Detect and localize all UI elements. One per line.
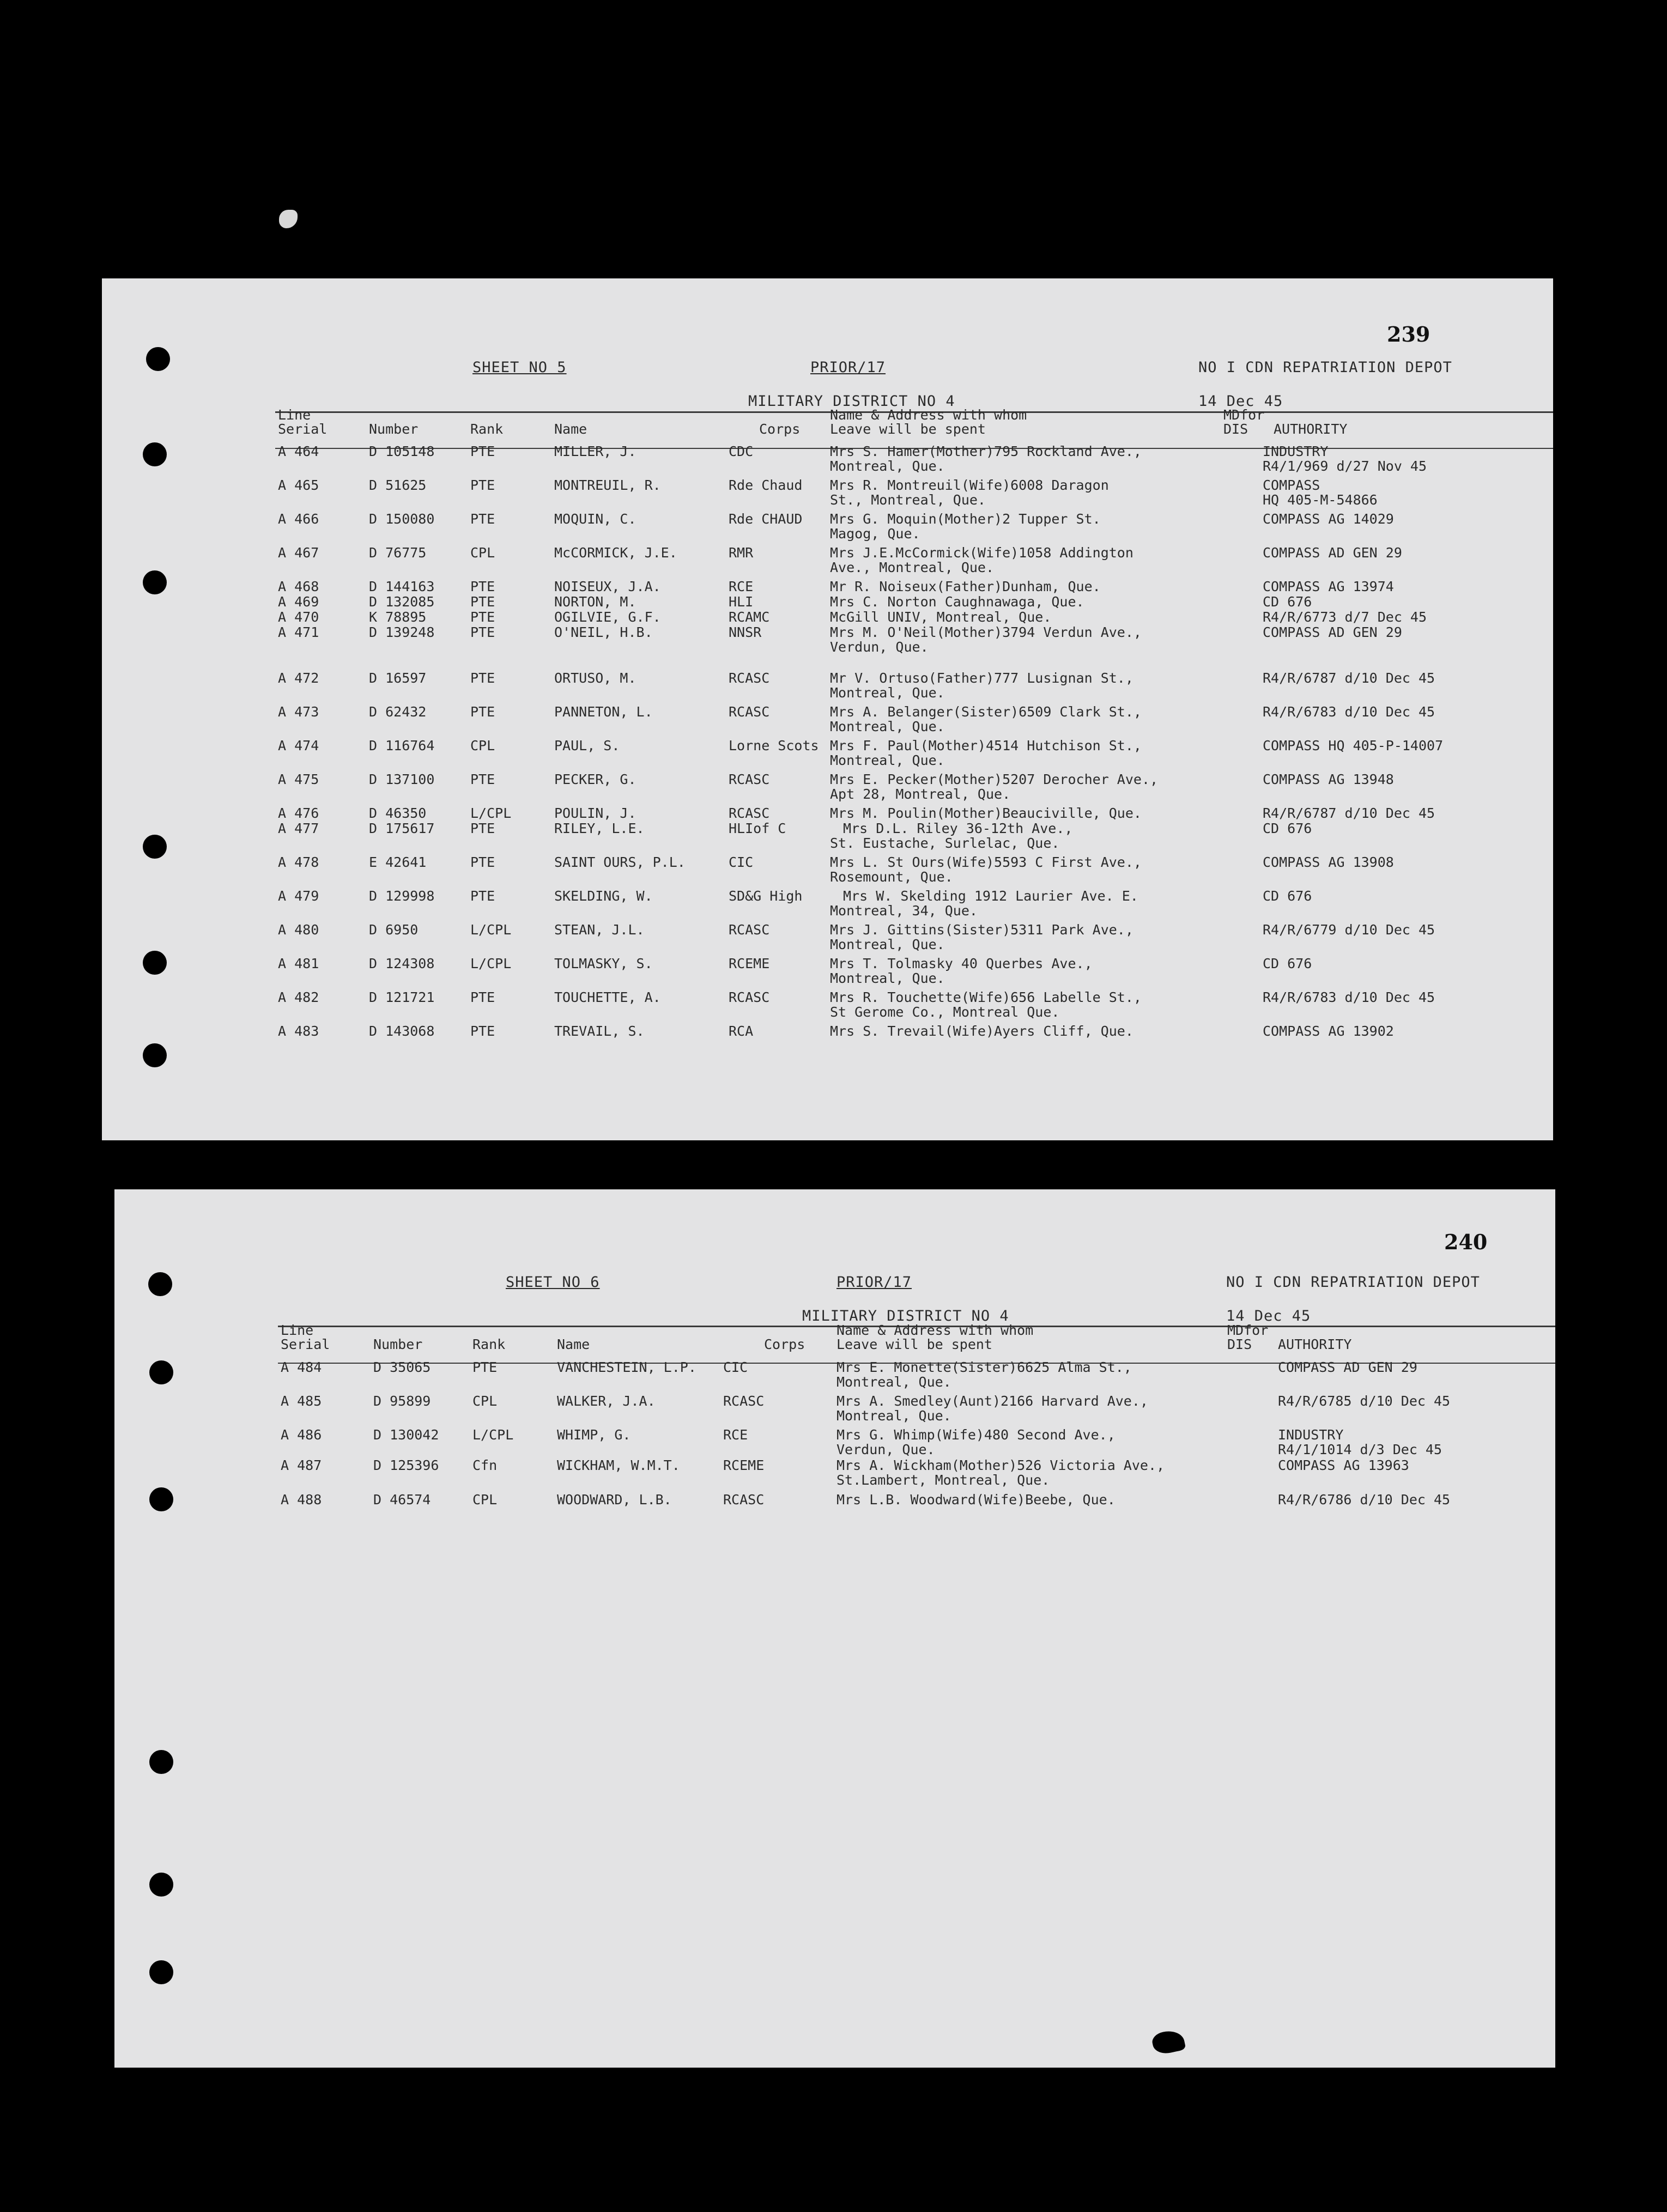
col-corps: Corps — [764, 1336, 805, 1352]
row-authority: COMPASS AG 13963 — [1278, 1457, 1409, 1473]
row-corps: RCASC — [729, 989, 770, 1005]
binder-hole — [149, 1750, 173, 1774]
row-number: D 150080 — [369, 511, 435, 527]
row-authority: CD 676 — [1263, 888, 1312, 904]
row-address: Mrs S. Hamer(Mother)795 Rockland Ave., — [830, 443, 1142, 459]
row-serial: A 473 — [278, 704, 319, 720]
paper-fragment — [279, 210, 298, 228]
row-number: D 76775 — [369, 545, 427, 561]
row-serial: A 484 — [281, 1359, 322, 1375]
row-rank: CPL — [472, 1492, 498, 1508]
row-address-2: Montreal, Que. — [830, 719, 945, 734]
row-name: O'NEIL, H.B. — [554, 624, 653, 640]
row-authority-2: R4/1/969 d/27 Nov 45 — [1263, 458, 1427, 474]
col-serial: Serial — [278, 421, 328, 437]
row-name: McCORMICK, J.E. — [554, 545, 677, 561]
depot-label: NO I CDN REPATRIATION DEPOT — [1226, 1274, 1480, 1291]
row-number: D 16597 — [369, 670, 427, 686]
row-name: RILEY, L.E. — [554, 821, 645, 836]
row-name: ORTUSO, M. — [554, 670, 637, 686]
district-label: MILITARY DISTRICT NO 4 — [748, 393, 955, 410]
table-row — [102, 1024, 1553, 1056]
binder-hole — [143, 835, 167, 859]
row-authority: COMPASS AD GEN 29 — [1263, 545, 1402, 561]
row-name: STEAN, J.L. — [554, 922, 645, 938]
row-name: MONTREUIL, R. — [554, 477, 661, 493]
row-number: D 125396 — [373, 1457, 439, 1473]
table-row — [114, 1492, 1555, 1525]
row-corps: RCASC — [729, 771, 770, 787]
row-corps: RCASC — [729, 670, 770, 686]
table-row — [102, 545, 1553, 578]
row-serial: A 468 — [278, 579, 319, 594]
row-serial: A 486 — [281, 1427, 322, 1443]
row-corps: Rde Chaud — [729, 477, 803, 493]
row-authority: COMPASS AG 13902 — [1263, 1023, 1394, 1039]
row-address: Mrs J.E.McCormick(Wife)1058 Addington — [830, 545, 1133, 561]
row-address: Mrs L.B. Woodward(Wife)Beebe, Que. — [836, 1492, 1116, 1508]
row-corps: NNSR — [729, 624, 762, 640]
row-name: NORTON, M. — [554, 594, 637, 610]
row-rank: PTE — [470, 624, 495, 640]
row-address: Mrs G. Moquin(Mother)2 Tupper St. — [830, 511, 1101, 527]
row-serial: A 477 — [278, 821, 319, 836]
row-rank: L/CPL — [470, 956, 512, 971]
row-corps: RCASC — [723, 1492, 765, 1508]
row-serial: A 485 — [281, 1393, 322, 1409]
col-address-1: Name & Address with whom — [836, 1322, 1034, 1338]
row-address: Mrs S. Trevail(Wife)Ayers Cliff, Que. — [830, 1023, 1133, 1039]
row-corps: HLIof C — [729, 821, 786, 836]
binder-hole — [143, 1043, 167, 1067]
row-authority: COMPASS AD GEN 29 — [1278, 1359, 1417, 1375]
row-authority: COMPASS AG 13974 — [1263, 579, 1394, 594]
row-serial: A 466 — [278, 511, 319, 527]
row-address-2: Montreal, Que. — [830, 752, 945, 768]
row-rank: Cfn — [472, 1457, 498, 1473]
row-rank: PTE — [470, 609, 495, 625]
row-address: Mrs A. Wickham(Mother)526 Victoria Ave., — [836, 1457, 1165, 1473]
row-authority: R4/R/6786 d/10 Dec 45 — [1278, 1492, 1451, 1508]
row-authority: INDUSTRY — [1263, 443, 1329, 459]
row-serial: A 464 — [278, 443, 319, 459]
sheet-page-239 — [102, 278, 1553, 1140]
row-number: D 121721 — [369, 989, 435, 1005]
row-corps: CDC — [729, 443, 754, 459]
row-address: Mrs A. Belanger(Sister)6509 Clark St., — [830, 704, 1142, 720]
row-serial: A 469 — [278, 594, 319, 610]
row-number: D 143068 — [369, 1023, 435, 1039]
row-number: D 130042 — [373, 1427, 439, 1443]
col-dis: DIS — [1227, 1336, 1252, 1352]
row-number: D 105148 — [369, 443, 435, 459]
row-address: Mrs D.L. Riley 36-12th Ave., — [843, 821, 1073, 836]
row-corps: RCASC — [729, 805, 770, 821]
sheet-number: SHEET NO 6 — [506, 1274, 600, 1291]
row-rank: L/CPL — [470, 805, 512, 821]
col-rank: Rank — [470, 421, 504, 437]
row-name: NOISEUX, J.A. — [554, 579, 661, 594]
prior-label: PRIOR/17 — [810, 359, 886, 376]
row-authority: R4/R/6787 d/10 Dec 45 — [1263, 670, 1435, 686]
row-address-2: Magog, Que. — [830, 526, 920, 542]
row-authority: COMPASS AD GEN 29 — [1263, 624, 1402, 640]
row-name: PAUL, S. — [554, 738, 620, 753]
row-address-2: Montreal, Que. — [830, 937, 945, 952]
table-row — [102, 855, 1553, 888]
row-rank: CPL — [472, 1393, 498, 1409]
row-authority: R4/R/6787 d/10 Dec 45 — [1263, 805, 1435, 821]
row-number: D 46350 — [369, 805, 427, 821]
row-authority: INDUSTRY — [1278, 1427, 1344, 1443]
col-md: MDfor — [1223, 407, 1265, 423]
row-rank: L/CPL — [472, 1427, 514, 1443]
row-number: D 124308 — [369, 956, 435, 971]
row-rank: PTE — [470, 511, 495, 527]
row-serial: A 475 — [278, 771, 319, 787]
row-name: TOUCHETTE, A. — [554, 989, 661, 1005]
row-number: D 35065 — [373, 1359, 431, 1375]
row-name: PECKER, G. — [554, 771, 637, 787]
row-corps: Rde CHAUD — [729, 511, 803, 527]
row-address: Mrs C. Norton Caughnawaga, Que. — [830, 594, 1084, 610]
col-name: Name — [557, 1336, 590, 1352]
binder-hole — [148, 1272, 172, 1296]
col-number: Number — [373, 1336, 423, 1352]
row-corps: RCASC — [729, 704, 770, 720]
row-number: D 144163 — [369, 579, 435, 594]
row-rank: PTE — [470, 477, 495, 493]
row-corps: RMR — [729, 545, 754, 561]
row-serial: A 487 — [281, 1457, 322, 1473]
table-row — [102, 889, 1553, 921]
row-number: D 116764 — [369, 738, 435, 753]
row-number: D 95899 — [373, 1393, 431, 1409]
table-row — [102, 821, 1553, 854]
row-rank: PTE — [470, 579, 495, 594]
row-serial: A 483 — [278, 1023, 319, 1039]
row-address: Mrs E. Pecker(Mother)5207 Derocher Ave., — [830, 771, 1159, 787]
row-address-2: St. Eustache, Surlelac, Que. — [830, 835, 1060, 851]
row-name: OGILVIE, G.F. — [554, 609, 661, 625]
row-corps: RCAMC — [729, 609, 770, 625]
binder-hole — [143, 570, 167, 594]
row-corps: CIC — [723, 1359, 748, 1375]
table-row — [102, 625, 1553, 658]
row-serial: A 482 — [278, 989, 319, 1005]
col-rank: Rank — [472, 1336, 506, 1352]
row-rank: PTE — [470, 594, 495, 610]
row-rank: CPL — [470, 738, 495, 753]
row-address: Mrs L. St Ours(Wife)5593 C First Ave., — [830, 854, 1142, 870]
row-name: VANCHESTEIN, L.P. — [557, 1359, 696, 1375]
row-name: WHIMP, G. — [557, 1427, 631, 1443]
table-row — [102, 704, 1553, 737]
row-name: TOLMASKY, S. — [554, 956, 653, 971]
row-serial: A 474 — [278, 738, 319, 753]
row-authority: R4/R/6783 d/10 Dec 45 — [1263, 704, 1435, 720]
row-name: SKELDING, W. — [554, 888, 653, 904]
row-rank: PTE — [472, 1359, 498, 1375]
col-serial: Serial — [281, 1336, 330, 1352]
table-row — [114, 1458, 1555, 1491]
row-address: Mrs A. Smedley(Aunt)2166 Harvard Ave., — [836, 1393, 1148, 1409]
row-rank: PTE — [470, 888, 495, 904]
row-authority: COMPASS — [1263, 477, 1320, 493]
row-address: Mrs J. Gittins(Sister)5311 Park Ave., — [830, 922, 1133, 938]
col-md: MDfor — [1227, 1322, 1269, 1338]
row-address-2: Montreal, 34, Que. — [830, 903, 978, 919]
row-address: Mrs M. Poulin(Mother)Beauciville, Que. — [830, 805, 1142, 821]
row-number: E 42641 — [369, 854, 427, 870]
row-serial: A 470 — [278, 609, 319, 625]
col-number: Number — [369, 421, 419, 437]
table-row — [102, 956, 1553, 989]
row-corps: RCEME — [723, 1457, 765, 1473]
row-corps: RCA — [729, 1023, 754, 1039]
row-address: Mrs E. Monette(Sister)6625 Alma St., — [836, 1359, 1132, 1375]
row-corps: Lorne Scots — [729, 738, 819, 753]
row-serial: A 465 — [278, 477, 319, 493]
row-rank: PTE — [470, 854, 495, 870]
date-label: 14 Dec 45 — [1198, 393, 1283, 410]
row-rank: CPL — [470, 545, 495, 561]
binder-hole — [149, 1360, 173, 1384]
row-address-2: Verdun, Que. — [830, 639, 929, 655]
row-address: McGill UNIV, Montreal, Que. — [830, 609, 1052, 625]
row-address: Mrs F. Paul(Mother)4514 Hutchison St., — [830, 738, 1142, 753]
row-authority-2: R4/1/1014 d/3 Dec 45 — [1278, 1442, 1442, 1457]
row-number: D 62432 — [369, 704, 427, 720]
row-address-2: Montreal, Que. — [830, 970, 945, 986]
page-number: 240 — [1444, 1230, 1488, 1254]
row-name: WOODWARD, L.B. — [557, 1492, 672, 1508]
row-authority: R4/R/6773 d/7 Dec 45 — [1263, 609, 1427, 625]
row-name: POULIN, J. — [554, 805, 637, 821]
col-line: Line — [278, 407, 311, 423]
row-serial: A 478 — [278, 854, 319, 870]
row-address-2: Apt 28, Montreal, Que. — [830, 786, 1011, 802]
col-address-1: Name & Address with whom — [830, 407, 1027, 423]
row-authority: CD 676 — [1263, 594, 1312, 610]
row-corps: CIC — [729, 854, 754, 870]
row-rank: L/CPL — [470, 922, 512, 938]
table-row — [102, 512, 1553, 544]
row-authority: COMPASS AG 13948 — [1263, 771, 1394, 787]
row-corps: HLI — [729, 594, 754, 610]
row-address: Mrs M. O'Neil(Mother)3794 Verdun Ave., — [830, 624, 1142, 640]
row-name: MILLER, J. — [554, 443, 637, 459]
row-authority: CD 676 — [1263, 956, 1312, 971]
row-address: Mrs R. Touchette(Wife)656 Labelle St., — [830, 989, 1142, 1005]
row-address-2: Verdun, Que. — [836, 1442, 935, 1457]
binder-hole — [149, 1873, 173, 1897]
row-name: TREVAIL, S. — [554, 1023, 645, 1039]
row-authority: COMPASS AG 13908 — [1263, 854, 1394, 870]
row-number: D 6950 — [369, 922, 419, 938]
row-serial: A 479 — [278, 888, 319, 904]
col-address-2: Leave will be spent — [836, 1336, 992, 1352]
row-name: WICKHAM, W.M.T. — [557, 1457, 680, 1473]
row-authority: R4/R/6783 d/10 Dec 45 — [1263, 989, 1435, 1005]
table-row — [114, 1394, 1555, 1426]
page-number: 239 — [1387, 322, 1430, 347]
row-serial: A 480 — [278, 922, 319, 938]
row-address: Mrs R. Montreuil(Wife)6008 Daragon — [830, 477, 1109, 493]
row-rank: PTE — [470, 821, 495, 836]
row-authority: R4/R/6779 d/10 Dec 45 — [1263, 922, 1435, 938]
row-name: SAINT OURS, P.L. — [554, 854, 686, 870]
row-authority: COMPASS AG 14029 — [1263, 511, 1394, 527]
sheet-number: SHEET NO 5 — [472, 359, 567, 376]
binder-hole — [149, 1487, 173, 1511]
row-number: D 175617 — [369, 821, 435, 836]
row-number: D 51625 — [369, 477, 427, 493]
row-serial: A 467 — [278, 545, 319, 561]
row-serial: A 471 — [278, 624, 319, 640]
row-address: Mrs G. Whimp(Wife)480 Second Ave., — [836, 1427, 1116, 1443]
row-serial: A 472 — [278, 670, 319, 686]
depot-label: NO I CDN REPATRIATION DEPOT — [1198, 359, 1452, 376]
row-rank: PTE — [470, 670, 495, 686]
table-row — [102, 738, 1553, 771]
date-label: 14 Dec 45 — [1226, 1308, 1311, 1324]
row-address-2: Rosemount, Que. — [830, 869, 953, 885]
row-name: MOQUIN, C. — [554, 511, 637, 527]
row-address-2: Montreal, Que. — [830, 685, 945, 701]
row-address-2: St Gerome Co., Montreal Que. — [830, 1004, 1060, 1020]
district-label: MILITARY DISTRICT NO 4 — [802, 1308, 1009, 1324]
row-number: D 129998 — [369, 888, 435, 904]
row-number: D 132085 — [369, 594, 435, 610]
col-dis: DIS — [1223, 421, 1248, 437]
row-rank: PTE — [470, 771, 495, 787]
binder-hole — [149, 1960, 173, 1984]
row-authority: CD 676 — [1263, 821, 1312, 836]
row-serial: A 476 — [278, 805, 319, 821]
row-corps: RCEME — [729, 956, 770, 971]
table-row — [102, 922, 1553, 955]
row-address: Mrs T. Tolmasky 40 Querbes Ave., — [830, 956, 1093, 971]
row-address-2: Montreal, Que. — [830, 458, 945, 474]
row-number: D 139248 — [369, 624, 435, 640]
row-corps: RCASC — [729, 922, 770, 938]
col-address-2: Leave will be spent — [830, 421, 986, 437]
row-address: Mrs W. Skelding 1912 Laurier Ave. E. — [843, 888, 1138, 904]
row-corps: SD&G High — [729, 888, 803, 904]
row-rank: PTE — [470, 443, 495, 459]
row-number: D 137100 — [369, 771, 435, 787]
col-line: Line — [281, 1322, 314, 1338]
col-authority: AUTHORITY — [1274, 421, 1348, 437]
row-serial: A 481 — [278, 956, 319, 971]
row-serial: A 488 — [281, 1492, 322, 1508]
col-name: Name — [554, 421, 587, 437]
col-authority: AUTHORITY — [1278, 1336, 1352, 1352]
row-name: PANNETON, L. — [554, 704, 653, 720]
row-name: WALKER, J.A. — [557, 1393, 656, 1409]
col-corps: Corps — [759, 421, 801, 437]
row-rank: PTE — [470, 1023, 495, 1039]
table-row — [114, 1427, 1555, 1460]
row-rank: PTE — [470, 989, 495, 1005]
row-address-2: Ave., Montreal, Que. — [830, 560, 995, 575]
row-authority: COMPASS HQ 405-P-14007 — [1263, 738, 1444, 753]
table-row — [102, 990, 1553, 1023]
table-row — [102, 772, 1553, 805]
prior-label: PRIOR/17 — [836, 1274, 912, 1291]
row-address-2: St., Montreal, Que. — [830, 492, 986, 508]
table-row — [102, 671, 1553, 703]
sheet-page-240 — [114, 1189, 1555, 2068]
table-row — [114, 1360, 1555, 1393]
row-number: K 78895 — [369, 609, 427, 625]
row-address-2: Montreal, Que. — [836, 1374, 951, 1390]
row-address-2: Montreal, Que. — [836, 1408, 951, 1424]
binder-hole — [143, 442, 167, 466]
binder-hole — [146, 347, 170, 371]
row-address: Mr V. Ortuso(Father)777 Lusignan St., — [830, 670, 1133, 686]
binder-hole — [143, 951, 167, 975]
row-corps: RCE — [723, 1427, 748, 1443]
row-authority-2: HQ 405-M-54866 — [1263, 492, 1378, 508]
row-address-2: St.Lambert, Montreal, Que. — [836, 1472, 1050, 1488]
table-row — [102, 478, 1553, 511]
row-corps: RCASC — [723, 1393, 765, 1409]
row-corps: RCE — [729, 579, 754, 594]
row-number: D 46574 — [373, 1492, 431, 1508]
row-rank: PTE — [470, 704, 495, 720]
row-authority: R4/R/6785 d/10 Dec 45 — [1278, 1393, 1451, 1409]
table-row — [102, 444, 1553, 477]
row-address: Mr R. Noiseux(Father)Dunham, Que. — [830, 579, 1101, 594]
